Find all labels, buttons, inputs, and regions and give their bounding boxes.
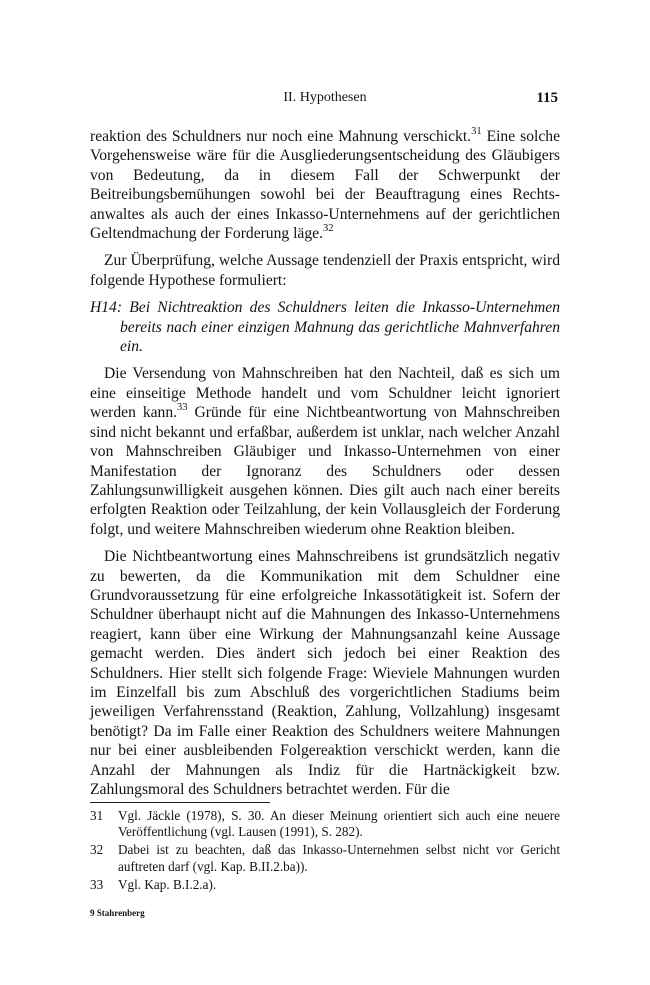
- footnote-33: [90, 877, 560, 893]
- footnote-number: 31: [90, 808, 104, 823]
- page-number: 115: [536, 90, 558, 106]
- footnote-text: Vgl. Kap. B.I.2.a).: [118, 876, 217, 892]
- paragraph-2: Zur Überprüfung, welche Aussage tendenziell der Praxis entspricht, wird folgende Hypothese formuliert:: [90, 252, 560, 289]
- paragraph-3-text-b: Gründe für eine Nichtbeantwortung von Mahnschreiben sind nicht bekannt und erfaßbar, außerdem ist unklar, nach welcher Anzahl von Mahnschreiben Gläubiger und Inkasso-Unternehmen von einer Manifestation der Ignoranz des Schuldners oder dessen Zahlungsunwilligkeit ausgehen können. Dies gilt auch nach einer bereits erfolgten Reaktion oder Teilzahlung, der kein Vollausgleich der Forderung folgt, und weitere Mahnschreiben wiederum ohne Reaktion bleiben.: [90, 404, 561, 538]
- footnote-divider: [90, 802, 270, 803]
- footnote-ref-32[interactable]: 32: [322, 222, 334, 234]
- hypothesis-h14: H14: Bei Nichtreaktion des Schuldners leiten die Inkasso-Unternehmen bereits nach einer einzigen Mahnung das gerichtliche Mahnverfahren ein.: [90, 299, 560, 356]
- main-text: [90, 127, 560, 807]
- paragraph-4: Die Nichtbeantwortung eines Mahnschreibens ist grundsätzlich negativ zu bewerten, da die Kommunikation mit dem Schuldner eine Grundvoraussetzung für eine erfolgreiche Inkassotätigkeit ist. Sofern der Schuldner überhaupt nicht auf die Mahnungen des Inkasso-Unternehmens reagiert, kann über eine Wirkung der Mahnungsanzahl keine Aussage gemacht werden. Dies ändert sich jedoch bei einer Reaktion des Schuldners. Hier stellt sich folgende Frage: Wieviele Mahnungen wurden im Einzelfall bis zum Abschluß des vorgerichtlichen Stadiums beim jeweiligen Verfahrensstand (Reaktion, Zahlung, Vollzahlung) insgesamt benötigt? Da im Falle einer Reaktion des Schuldners weitere Mahnungen nur bei einer ausbleibenden Folgereaktion verschickt werden, kann die Anzahl der Mahnungen als Indiz für die Hartnäckigkeit bzw. Zahlungsmoral des Schuldners betrachtet werden. Für die: [90, 548, 560, 798]
- footnote-text: Vgl. Jäckle (1978), S. 30. An dieser Meinung orientiert sich auch eine neuere Veröffentlichung (vgl. Lausen (1991), S. 282).: [118, 808, 560, 840]
- footnotes: [90, 808, 560, 895]
- paragraph-3: [90, 364, 560, 539]
- paragraph-1-text-b: Eine solche Vorgehensweise wäre für die Ausgliederungsentscheidung des Gläubigers von Bedeutung, da in diesem Fall der Schwerpunkt der Beitreibungsbemühungen sowohl bei der Beauftragung eines Rechtsanwaltes als auch der eines Inkasso-Unternehmens auf der gerichtlichen Geltendmachung der Forderung läge.: [90, 128, 560, 243]
- footnote-ref-33[interactable]: 33: [177, 402, 188, 414]
- footnote-number: 32: [90, 842, 104, 858]
- printer-signature: 9 Stahrenberg: [90, 908, 145, 918]
- section-title: II. Hypothesen: [283, 90, 367, 105]
- footnote-32: [90, 842, 560, 874]
- footnote-ref-31[interactable]: 31: [471, 125, 482, 137]
- paragraph-1-text-a: reaktion des Schuldners nur noch eine Mahnung verschickt.: [90, 128, 472, 145]
- paragraph-3-text-a: Die Versendung von Mahnschreiben hat den Nachteil, daß es sich um eine einseitige Methode handelt und vom Schuldner leicht ignoriert werden kann.: [90, 365, 560, 422]
- running-header: [90, 90, 560, 112]
- footnote-31: [90, 808, 560, 840]
- paragraph-1: [90, 127, 560, 243]
- footnote-number: 33: [90, 876, 104, 892]
- footnote-text: Dabei ist zu beachten, daß das Inkasso-Unternehmen selbst nicht vor Gericht auftreten darf (vgl. Kap. B.II.2.ba)).: [118, 842, 560, 874]
